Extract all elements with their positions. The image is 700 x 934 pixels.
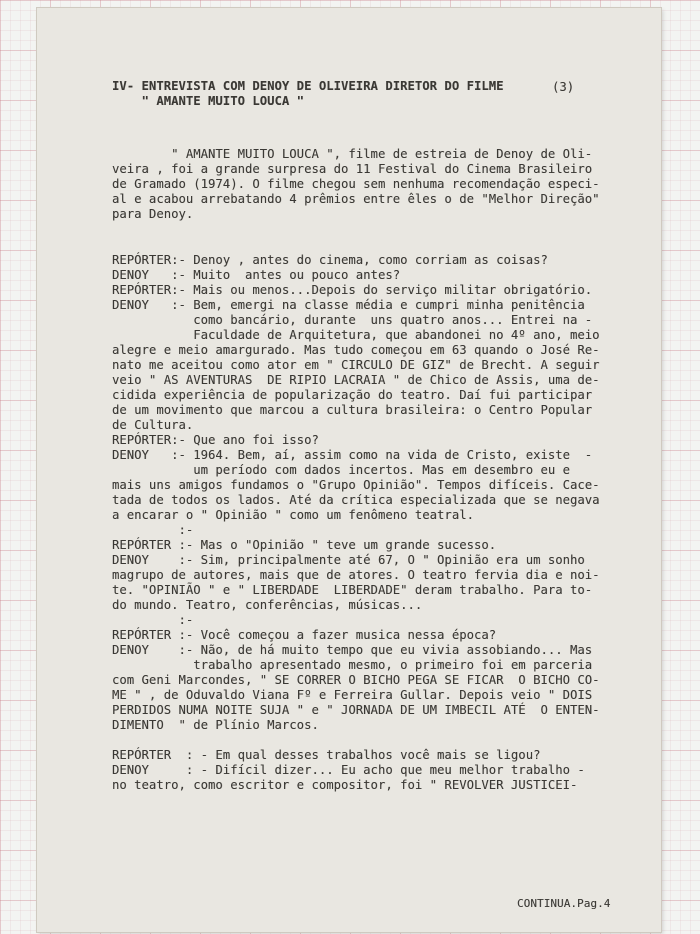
page-number: (3) xyxy=(552,80,575,94)
typed-page xyxy=(37,8,661,932)
intro-paragraph: " AMANTE MUITO LOUCA ", filme de estreia de Denoy de Oli- veira , foi a grande surpresa do 11 Festival do Cinema Brasileiro de Gramado (1974). O filme chegou sem nenhuma recomendação especi- al e acabou arrebatando 4 prêmios entre êles o de "Melhor Direção" para Denoy. xyxy=(112,147,600,221)
interview-dialogue: REPÓRTER:- Denoy , antes do cinema, como corriam as coisas? DENOY :- Muito antes ou pouco antes? REPÓRTER:- Mais ou menos...Depois do serviço militar obrigatório. DENOY :- Bem, emergi na classe média e cumpri minha penitência como bancário, durante uns quatro anos... Entrei na - Faculdade de Arquitetura, que abandonei no 4º ano, meio alegre e meio amargurado. Mas tudo começou em 63 quando o José Re- nato me aceitou como ator em " CIRCULO DE GIZ" de Brecht. A seguir veio " AS AVENTURAS DE RIPIO LACRAIA " de Chico de Assis, uma de- cidida experiência de popularização do teatro. Daí fui participar de um movimento que marcou a cultura brasileira: o Centro Popular de Cultura. REPÓRTER:- Que ano foi isso? DENOY :- 1964. Bem, aí, assim como na vida de Cristo, existe - um período com dados incertos. Mas em desembro eu e mais uns amigos fundamos o "Grupo Opinião". Tempos difíceis. Cace- tada de todos os lados. Até da crítica especializada que se negava a encarar o " Opinião " como um fenômeno teatral. :- REPÓRTER :- Mas o "Opinião " teve um grande sucesso. DENOY :- Sim, principalmente até 67, O " Opinião era um sonho magrupo de autores, mais que de atores. O teatro fervia dia e noi- te. "OPINIÃO " e " LIBERDADE LIBERDADE" deram trabalho. Para to- do mundo. Teatro, conferências, músicas... :- REPÓRTER :- Você começou a fazer musica nessa época? DENOY :- Não, de há muito tempo que eu vivia assobiando... Mas trabalho apresentado mesmo, o primeiro foi em parceria com Geni Marcondes, " SE CORRER O BICHO PEGA SE FICAR O BICHO CO- ME " , de Oduvaldo Viana Fº e Ferreira Gullar. Depois veio " DOIS PERDIDOS NUMA NOITE SUJA " e " JORNADA DE UM IMBECIL ATÉ O ENTEN- DIMENTO " de Plínio Marcos. REPÓRTER : - Em qual desses trabalhos você mais se ligou? DENOY : - Difícil dizer... Eu acho que meu melhor trabalho - no teatro, como escritor e compositor, foi " REVOLVER JUSTICEI- xyxy=(112,253,600,792)
continuation-note: CONTINUA.Pag.4 xyxy=(517,897,611,910)
page-heading: IV- ENTREVISTA COM DENOY DE OLIVEIRA DIRETOR DO FILME " AMANTE MUITO LOUCA " xyxy=(112,79,504,108)
